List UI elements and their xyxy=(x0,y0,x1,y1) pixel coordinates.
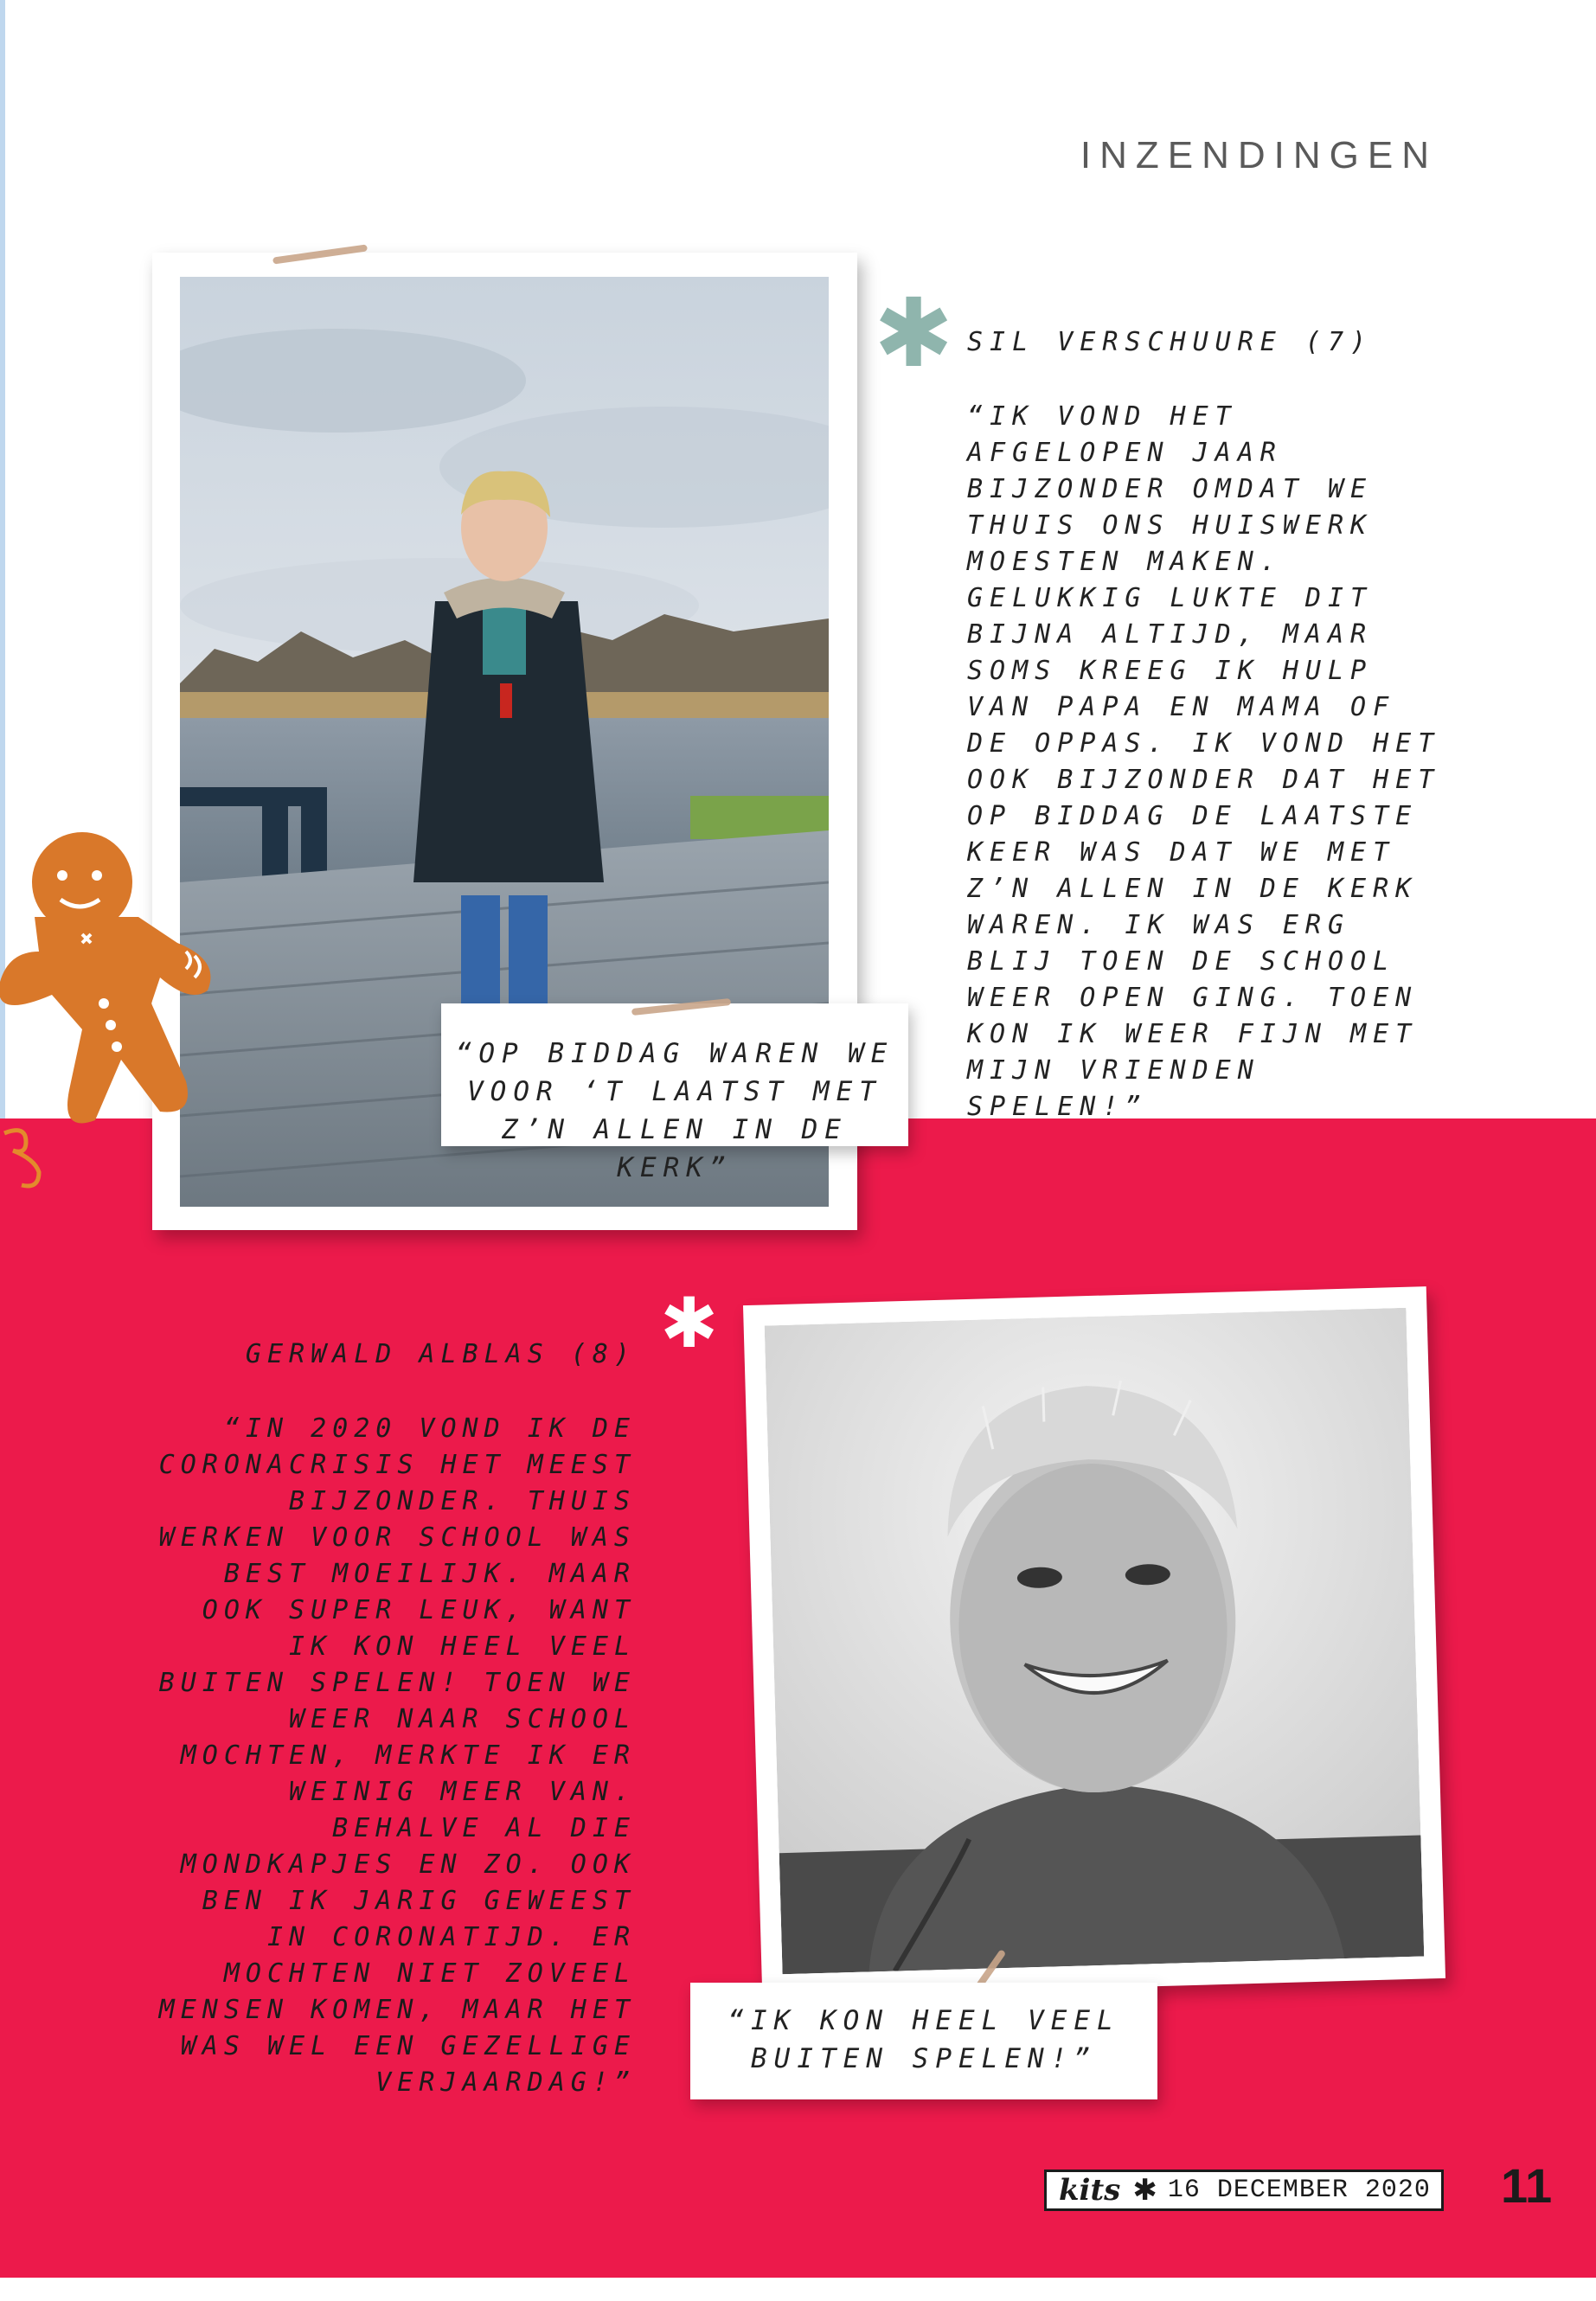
photo-gerwald-alblas xyxy=(765,1308,1425,1974)
footer-bar xyxy=(1044,2170,1444,2211)
entry-text-gerwald xyxy=(138,1336,636,2101)
entry-quote: “IN 2020 VOND IK DE CORONACRISIS HET MEEST BIJZONDER. THUIS WERKEN VOOR SCHOOL WAS BEST MOEILIJK. MAAR OOK SUPER LEUK, WANT IK KON HEEL VEEL BUITEN SPELEN! TOEN WE WEER NAAR SCHOOL MOCHTEN, MERKTE IK ER WEINIG MEER VAN. BEHALVE AL DIE MONDKAPJES EN ZO. OOK BEN IK JARIG GEWEEST IN CORONATIJD. ER MOCHTEN NIET ZOVEEL MENSEN KOMEN, MAAR HET WAS WEL EEN GEZELLIGE VERJAARDAG!” xyxy=(158,1413,636,2098)
swirl-icon xyxy=(0,1125,52,1194)
gingerbread-man-icon xyxy=(0,830,225,1125)
issue-date: 16 DECEMBER 2020 xyxy=(1167,2176,1431,2205)
page-number: 11 xyxy=(1501,2158,1553,2213)
entry-name: SIL VERSCHUURE (7) xyxy=(967,327,1374,357)
caption-card-gerwald xyxy=(690,1983,1157,2099)
section-label: INZENDINGEN xyxy=(1080,134,1438,176)
entry-text-sil xyxy=(967,324,1452,1125)
brand-logo: kits xyxy=(1059,2173,1121,2208)
caption-text: “OP BIDDAG WAREN WE VOOR ‘T LAATST MET Z’N ALLEN IN DE KERK” xyxy=(455,1038,894,1183)
photo-frame-gerwald xyxy=(743,1286,1445,1997)
entry-quote: “IK VOND HET AFGELOPEN JAAR BIJZONDER OMDAT WE THUIS ONS HUISWERK MOESTEN MAKEN. GELUKKIG LUKTE DIT BIJNA ALTIJD, MAAR SOMS KREEG IK HULP VAN PAPA EN MAMA OF DE OPPAS. IK VOND HET OOK BIJZONDER DAT HET OP BIDDAG DE LAATSTE KEER WAS DAT WE MET Z’N ALLEN IN DE KERK WAREN. IK WAS ERG BLIJ TOEN DE SCHOOL WEER OPEN GING. TOEN KON IK WEER FIJN MET MIJN VRIENDEN SPELEN!” xyxy=(967,401,1441,1122)
asterisk-icon: ✱ xyxy=(660,1283,719,1363)
caption-card-sil xyxy=(441,1003,908,1183)
entry-name: GERWALD ALBLAS (8) xyxy=(245,1339,636,1369)
caption-text: “IK KON HEEL VEEL BUITEN SPELEN!” xyxy=(727,2005,1120,2074)
asterisk-icon: ✱ xyxy=(874,278,954,388)
asterisk-icon: ✱ xyxy=(1132,2174,1157,2207)
